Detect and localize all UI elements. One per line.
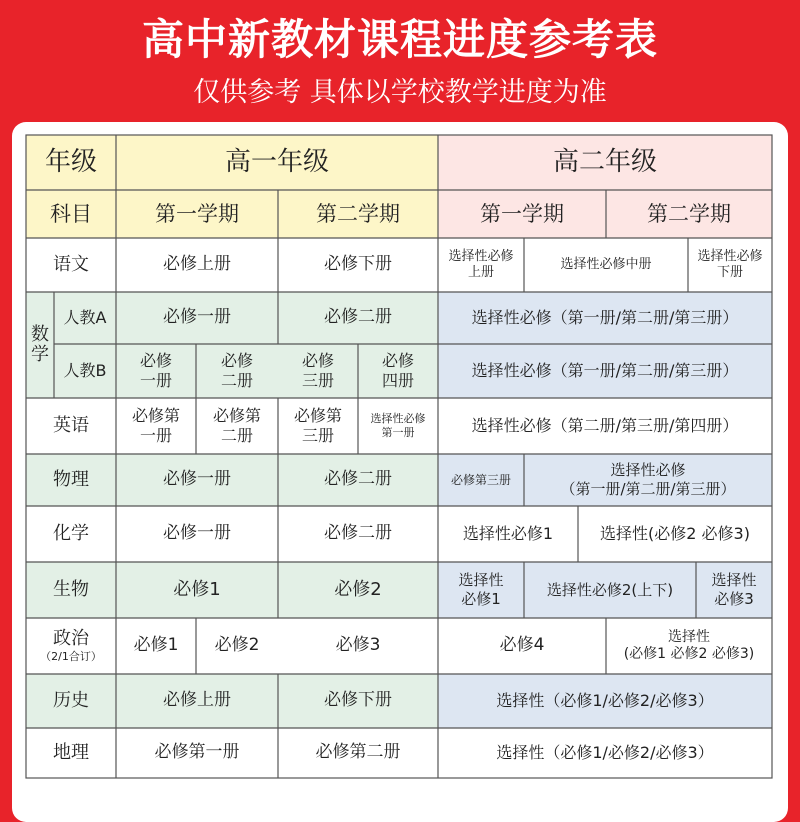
subject-history: 历史 — [26, 674, 116, 728]
physics-g1-t2: 必修二册 — [278, 454, 438, 506]
math-rjb-c1: 必修 一册 — [116, 344, 196, 398]
grade1-header: 高一年级 — [116, 135, 438, 190]
chinese-g1-t1: 必修上册 — [116, 238, 278, 292]
subject-chinese: 语文 — [26, 238, 116, 292]
biology-g2-a: 选择性 必修1 — [438, 562, 524, 618]
politics-name: 政治 — [53, 627, 89, 649]
politics-c3: 必修3 — [278, 618, 438, 674]
physics-g2-a: 必修第三册 — [438, 454, 524, 506]
biology-g2-b: 选择性必修2(上下) — [524, 562, 696, 618]
biology-g1-t2: 必修2 — [278, 562, 438, 618]
english-c2: 必修第 二册 — [196, 398, 278, 454]
chemistry-g2-a: 选择性必修1 — [438, 506, 578, 562]
politics-c1: 必修1 — [116, 618, 196, 674]
history-g2: 选择性（必修1/必修2/必修3） — [438, 674, 772, 728]
grade-label-cell: 年级 — [26, 135, 116, 190]
math-rja-g1-t1: 必修一册 — [116, 292, 278, 344]
chinese-g2-b: 选择性必修中册 — [524, 238, 688, 292]
subject-english: 英语 — [26, 398, 116, 454]
math-rja-g1-t2: 必修二册 — [278, 292, 438, 344]
biology-g1-t1: 必修1 — [116, 562, 278, 618]
schedule-card — [12, 122, 788, 822]
english-c4: 选择性必修 第一册 — [358, 398, 438, 454]
table-grid-lines — [12, 122, 788, 822]
term-g2-t1: 第一学期 — [438, 190, 606, 238]
math-rja-label: 人教A — [54, 292, 116, 344]
subject-biology: 生物 — [26, 562, 116, 618]
subject-math: 数 学 — [26, 292, 54, 398]
math-rjb-c3: 必修 三册 — [278, 344, 358, 398]
politics-g2-a: 必修4 — [438, 618, 606, 674]
page-subtitle: 仅供参考 具体以学校教学进度为准 — [193, 77, 607, 108]
math-rjb-c4: 必修 四册 — [358, 344, 438, 398]
chinese-g1-t2: 必修下册 — [278, 238, 438, 292]
history-g1-t1: 必修上册 — [116, 674, 278, 728]
term-g2-t2: 第二学期 — [606, 190, 772, 238]
term-g1-t2: 第二学期 — [278, 190, 438, 238]
subject-chemistry: 化学 — [26, 506, 116, 562]
politics-g2-b: 选择性 (必修1 必修2 必修3) — [606, 618, 772, 674]
politics-c2: 必修2 — [196, 618, 278, 674]
geography-g1-t1: 必修第一册 — [116, 728, 278, 778]
chemistry-g1-t1: 必修一册 — [116, 506, 278, 562]
english-c1: 必修第 一册 — [116, 398, 196, 454]
subject-physics: 物理 — [26, 454, 116, 506]
chemistry-g2-b: 选择性(必修2 必修3) — [578, 506, 772, 562]
page-title: 高中新教材课程进度参考表 — [141, 15, 658, 64]
physics-g1-t1: 必修一册 — [116, 454, 278, 506]
history-g1-t2: 必修下册 — [278, 674, 438, 728]
math-rjb-g2: 选择性必修（第一册/第二册/第三册） — [438, 344, 772, 398]
chinese-g2-a: 选择性必修 上册 — [438, 238, 524, 292]
math-rjb-label: 人教B — [54, 344, 116, 398]
geography-g1-t2: 必修第二册 — [278, 728, 438, 778]
subject-geography: 地理 — [26, 728, 116, 778]
geography-g2: 选择性（必修1/必修2/必修3） — [438, 728, 772, 778]
politics-note: （2/1合订） — [40, 650, 102, 664]
english-c3: 必修第 三册 — [278, 398, 358, 454]
subject-label-cell: 科目 — [26, 190, 116, 238]
biology-g2-c: 选择性 必修3 — [696, 562, 772, 618]
grade2-header: 高二年级 — [438, 135, 772, 190]
physics-g2-b: 选择性必修 （第一册/第二册/第三册） — [524, 454, 772, 506]
math-rjb-c2: 必修 二册 — [196, 344, 278, 398]
math-rja-g2: 选择性必修（第一册/第二册/第三册） — [438, 292, 772, 344]
chemistry-g1-t2: 必修二册 — [278, 506, 438, 562]
term-g1-t1: 第一学期 — [116, 190, 278, 238]
chinese-g2-c: 选择性必修 下册 — [688, 238, 772, 292]
english-g2: 选择性必修（第二册/第三册/第四册） — [438, 398, 772, 454]
